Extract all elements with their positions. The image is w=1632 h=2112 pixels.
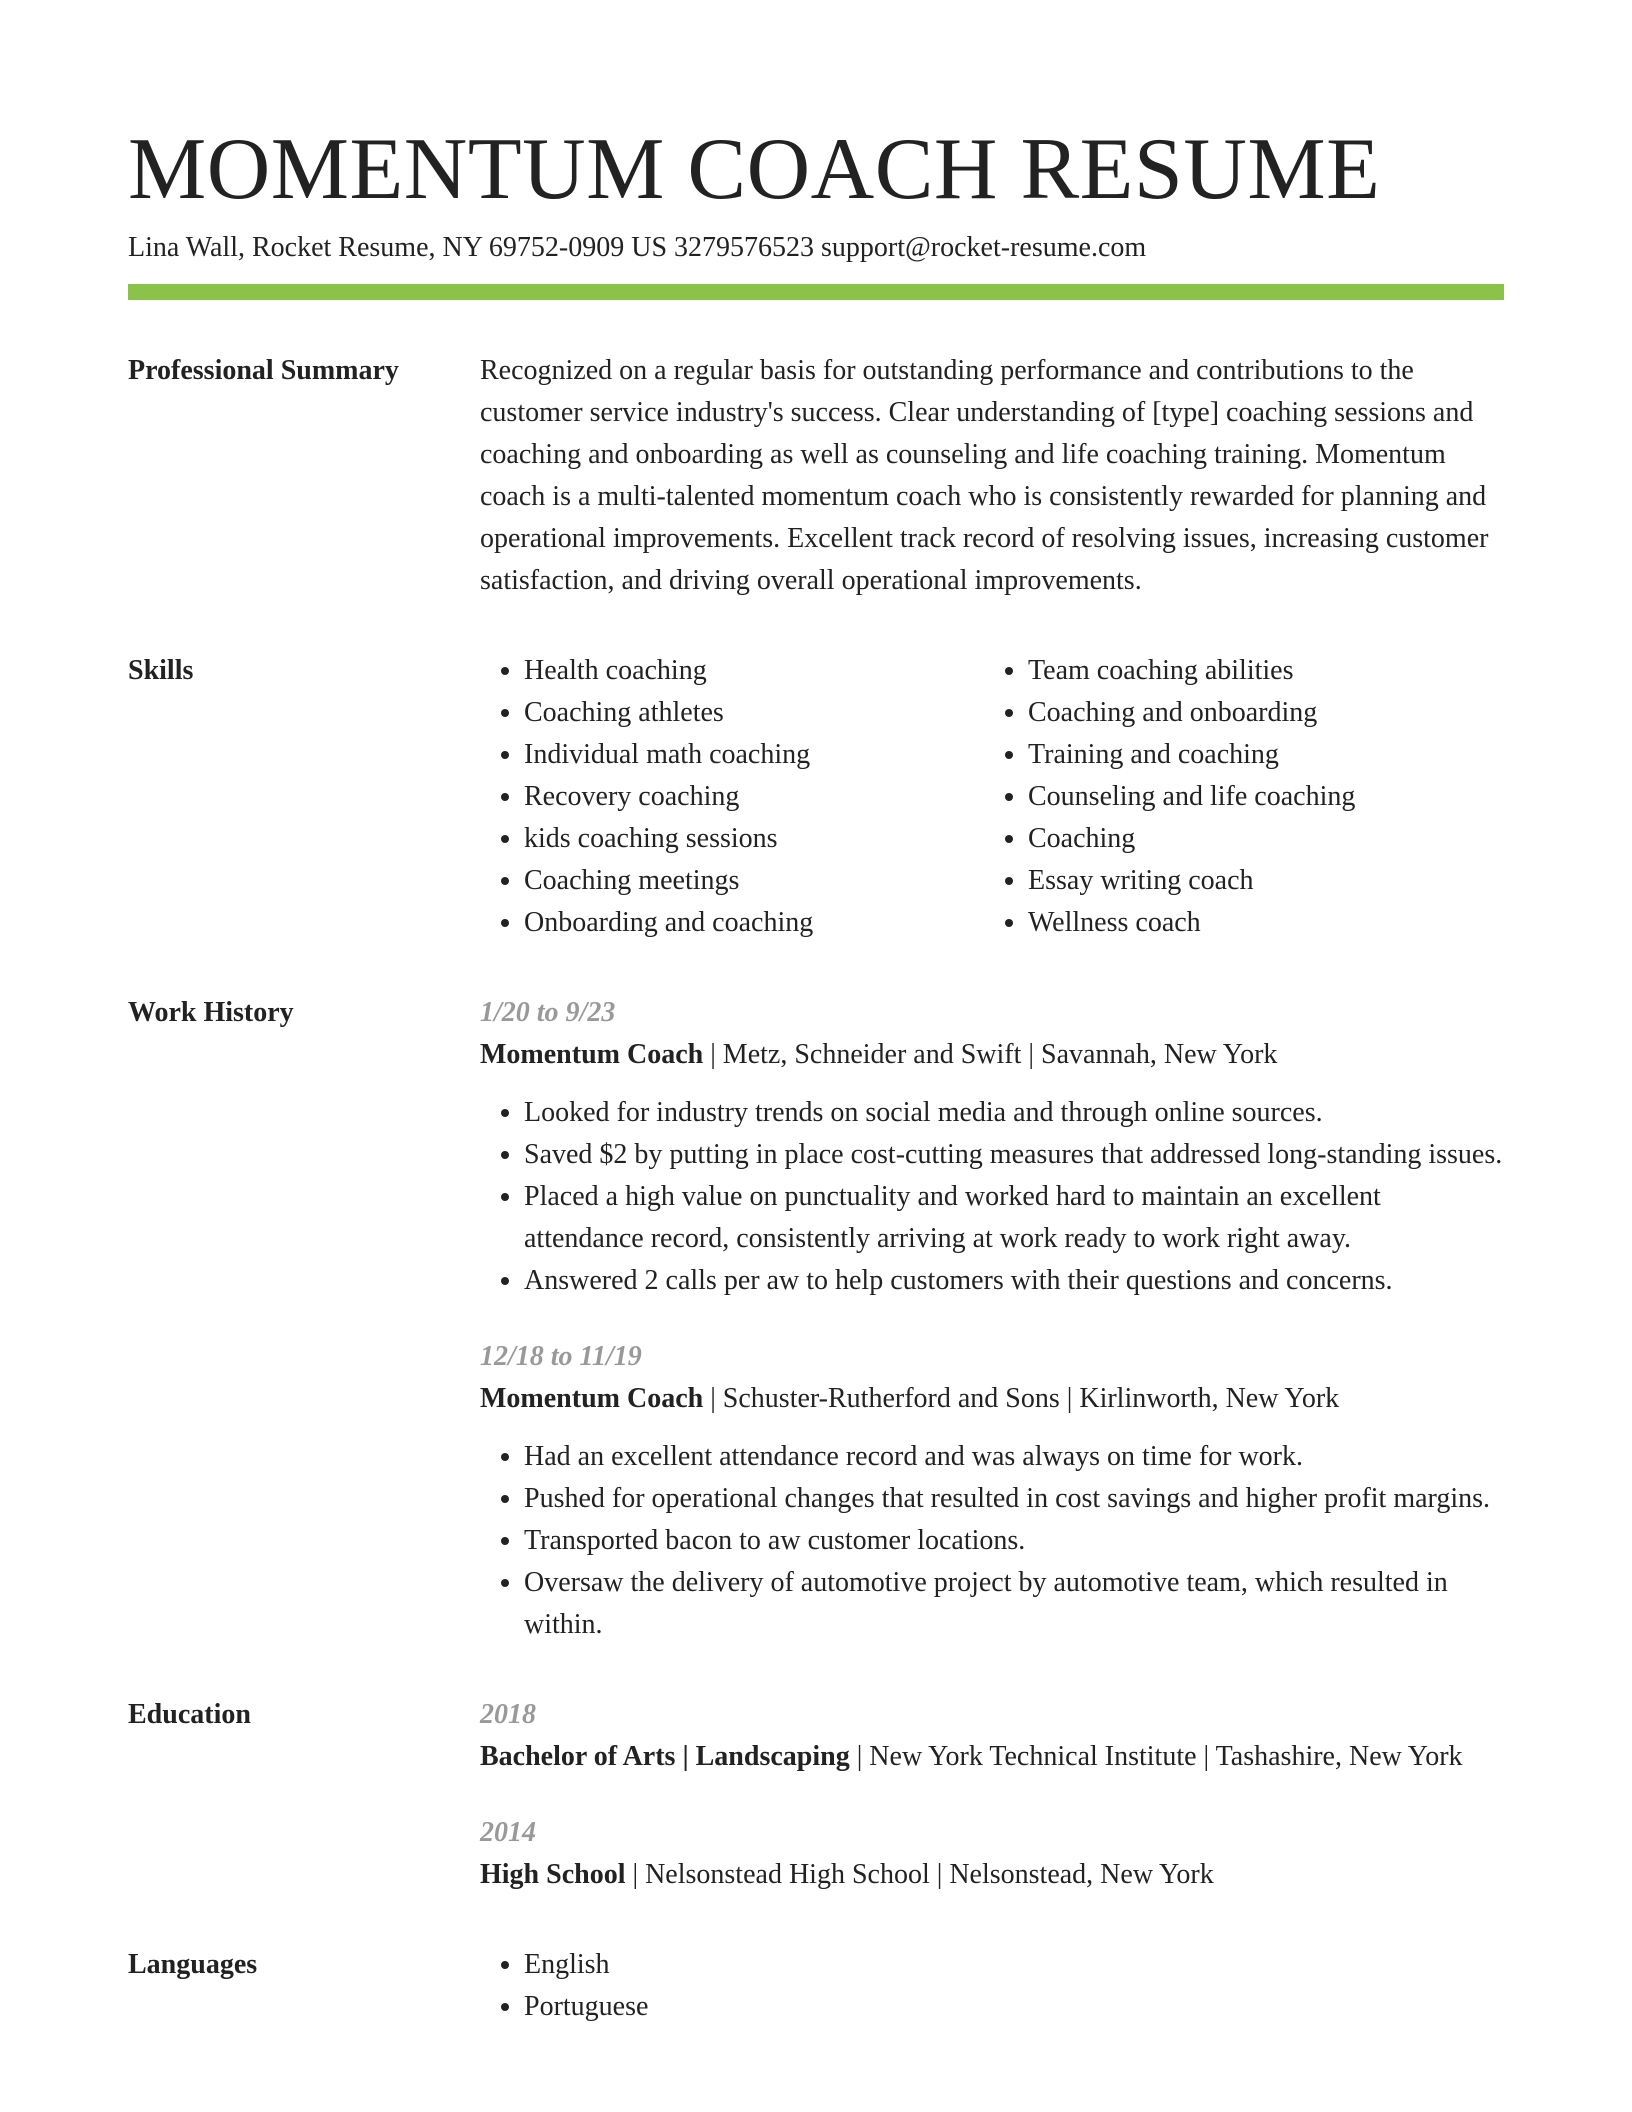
- section-label: Education: [128, 1699, 251, 1730]
- skill-item: • Wellness coach: [1028, 902, 1528, 944]
- education-details: | New York Technical Institute | Tashashire, New York: [849, 1741, 1463, 1772]
- job-title: Momentum Coach: [480, 1039, 704, 1070]
- skill-item: • Coaching: [1028, 818, 1528, 860]
- language-item: • English: [524, 1944, 1504, 1986]
- section-label: Skills: [128, 655, 194, 686]
- job-bullet: • Transported bacon to aw customer locations.: [524, 1520, 1504, 1562]
- education-entry: [480, 1694, 1504, 1778]
- skill-item: • Training and coaching: [1028, 734, 1528, 776]
- job-bullet: • Oversaw the delivery of automotive project by automotive team, which resulted in within.: [524, 1562, 1504, 1646]
- skill-item: • Team coaching abilities: [1028, 650, 1528, 692]
- job-bullet: • Saved $2 by putting in place cost-cutting measures that addressed long-standing issues.: [524, 1134, 1504, 1176]
- job-bullet: • Pushed for operational changes that resulted in cost savings and higher profit margins.: [524, 1478, 1504, 1520]
- education-degree: High School: [480, 1859, 626, 1890]
- job-title: Momentum Coach: [480, 1383, 704, 1414]
- skills-section: [128, 650, 1504, 944]
- language-item: • Portuguese: [524, 1986, 1504, 2028]
- education-section: [128, 1694, 1504, 1896]
- job-role-line: [480, 1034, 1504, 1076]
- summary-text: Recognized on a regular basis for outstanding performance and contributions to the customer service industry's success. Clear understanding of [type] coaching sessions and coaching and onboarding as well as counseling and life coaching training. Momentum coach is a multi-talented momentum coach who is consistently rewarded for planning and operational improvements. Excellent track record of resolving issues, increasing customer satisfaction, and driving overall operational improvements.: [480, 355, 1489, 596]
- resume-title: MOMENTUM COACH RESUME: [128, 121, 1381, 218]
- section-label: Professional Summary: [128, 355, 399, 386]
- work-history-section: [128, 992, 1504, 1646]
- job-dates: 12/18 to 11/19: [480, 1341, 642, 1372]
- section-label: Work History: [128, 997, 294, 1028]
- languages-list: [480, 1944, 1504, 2028]
- section-label: Languages: [128, 1949, 258, 1980]
- skill-item: • Recovery coaching: [524, 776, 984, 818]
- job-entry: [480, 992, 1504, 1302]
- skill-item: • Coaching meetings: [524, 860, 984, 902]
- education-line: [480, 1854, 1504, 1896]
- education-details: | Nelsonstead High School | Nelsonstead, New York: [625, 1859, 1214, 1890]
- professional-summary-section: [128, 350, 1504, 602]
- skill-item: • Coaching athletes: [524, 692, 984, 734]
- skill-item: • Coaching and onboarding: [1028, 692, 1528, 734]
- education-year: 2014: [480, 1817, 536, 1848]
- job-bullets: [480, 1436, 1504, 1646]
- education-line: [480, 1736, 1504, 1778]
- education-year: 2018: [480, 1699, 536, 1730]
- job-bullet: • Placed a high value on punctuality and worked hard to maintain an excellent attendance record, consistently arriving at work ready to work right away.: [524, 1176, 1504, 1260]
- education-entry: [480, 1812, 1504, 1896]
- skills-list-left: [480, 650, 984, 944]
- job-bullet: • Looked for industry trends on social media and through online sources.: [524, 1092, 1504, 1134]
- job-dates: 1/20 to 9/23: [480, 997, 616, 1028]
- resume-page: [128, 120, 1504, 2028]
- skill-item: • Essay writing coach: [1028, 860, 1528, 902]
- job-entry: [480, 1336, 1504, 1646]
- job-role-line: [480, 1378, 1504, 1420]
- skill-item: • kids coaching sessions: [524, 818, 984, 860]
- job-details: | Metz, Schneider and Swift | Savannah, New York: [703, 1039, 1278, 1070]
- languages-section: [128, 1944, 1504, 2028]
- skill-item: • Individual math coaching: [524, 734, 984, 776]
- skill-item: • Health coaching: [524, 650, 984, 692]
- accent-divider: [128, 284, 1504, 300]
- education-degree: Bachelor of Arts | Landscaping: [480, 1741, 850, 1772]
- skill-item: • Onboarding and coaching: [524, 902, 984, 944]
- skills-list-right: [984, 650, 1528, 944]
- skill-item: • Counseling and life coaching: [1028, 776, 1528, 818]
- job-bullet: • Had an excellent attendance record and was always on time for work.: [524, 1436, 1504, 1478]
- contact-line: Lina Wall, Rocket Resume, NY 69752-0909 US 3279576523 support@rocket-resume.com: [128, 232, 1147, 263]
- job-bullet: • Answered 2 calls per aw to help customers with their questions and concerns.: [524, 1260, 1504, 1302]
- job-bullets: [480, 1092, 1504, 1302]
- job-details: | Schuster-Rutherford and Sons | Kirlinworth, New York: [703, 1383, 1340, 1414]
